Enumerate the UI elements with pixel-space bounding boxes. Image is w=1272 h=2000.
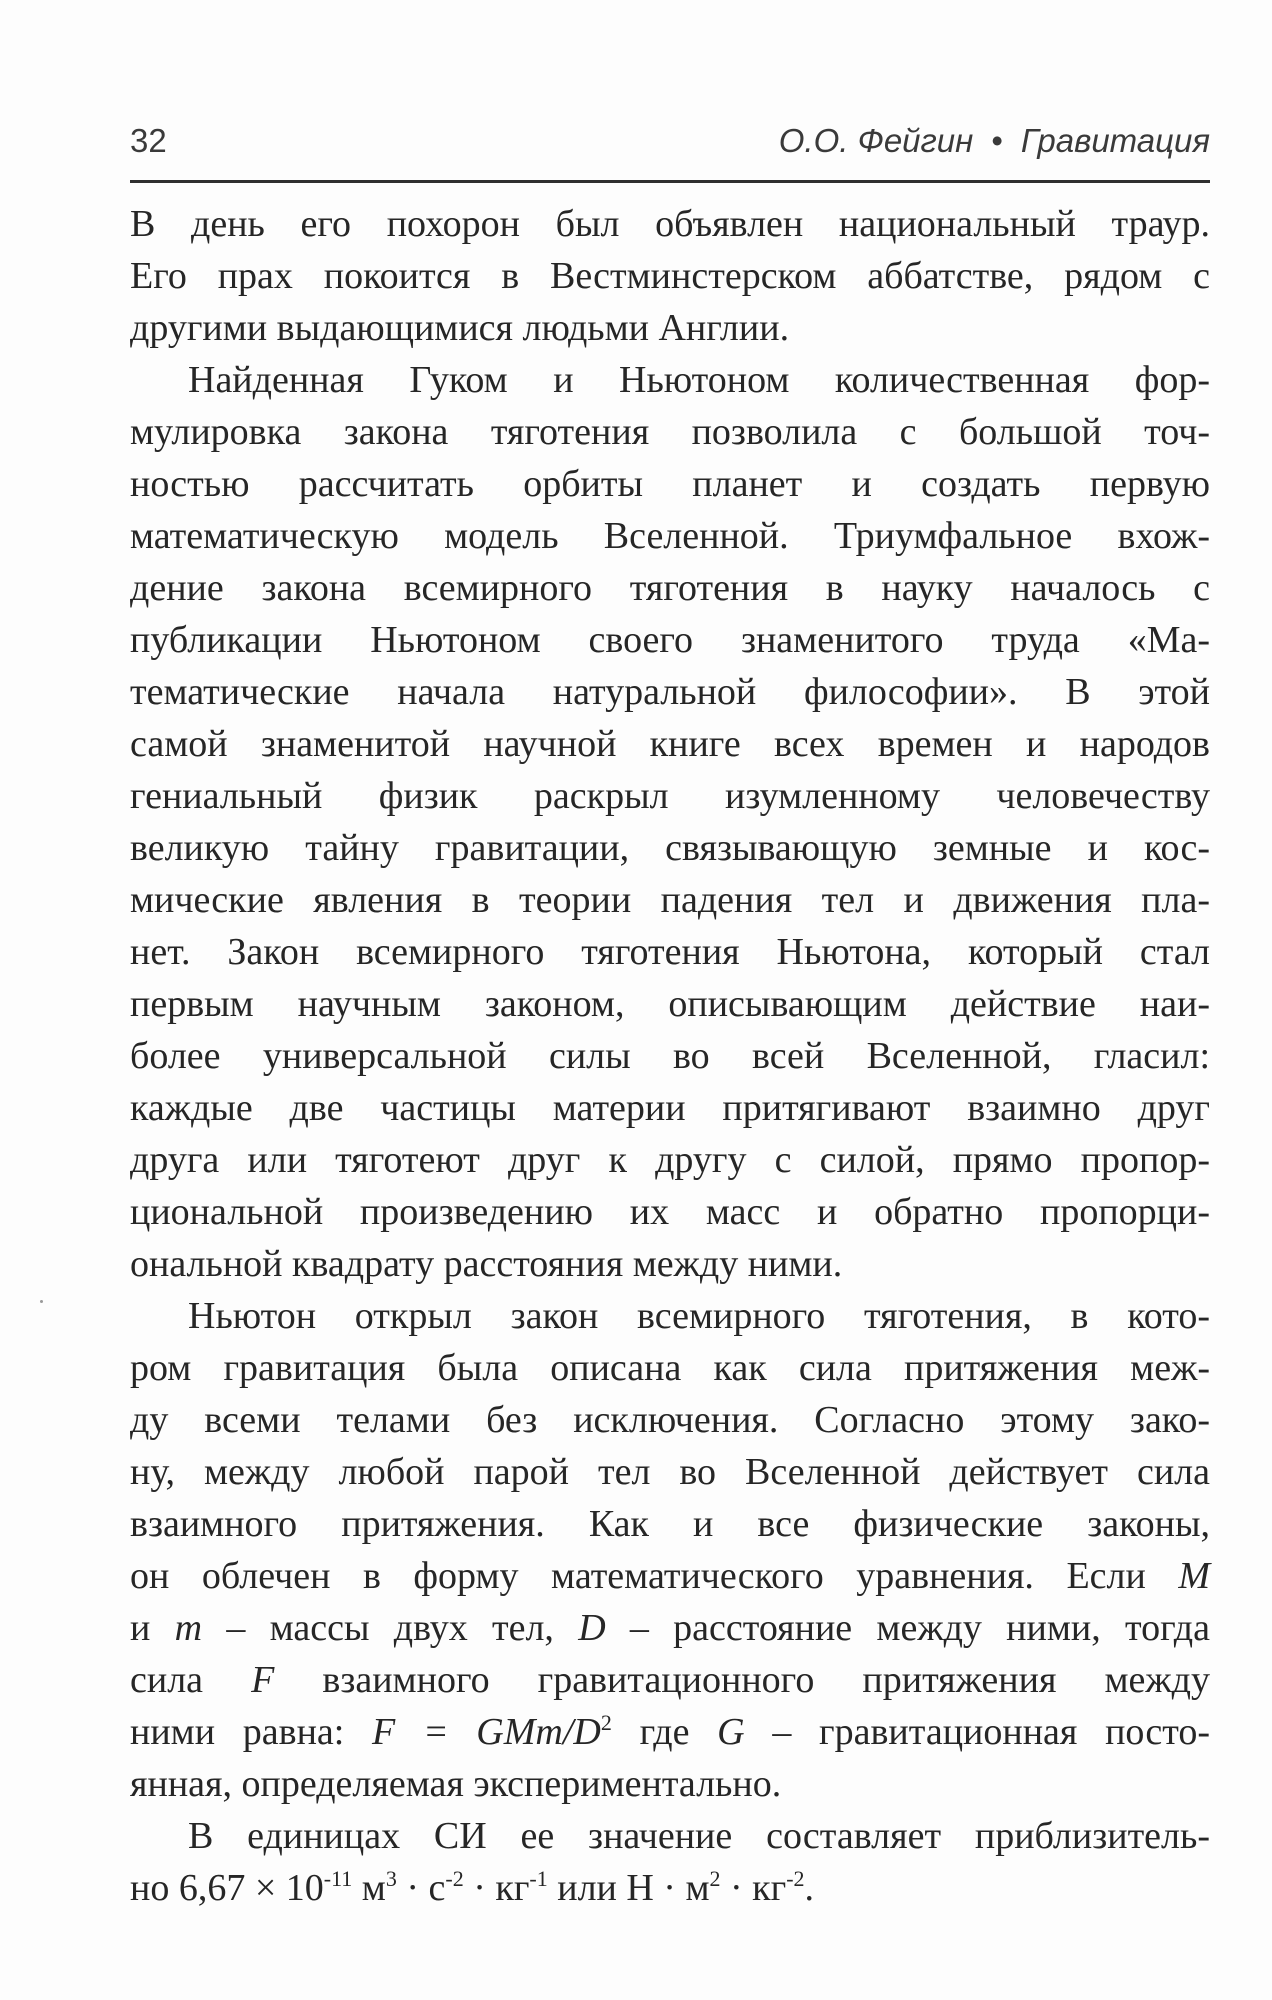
exponent: 3 — [385, 1866, 397, 1891]
text-fragment: . — [804, 1867, 815, 1909]
text-line: каждые две частицы материи притягивают взаимно друг — [130, 1087, 1210, 1129]
book-title: Гравитация — [1020, 122, 1210, 159]
text-line: мические явления в теории падения тел и движения пла- — [130, 879, 1210, 921]
text-line: мулировка закона тяготения позволила с большой точ- — [130, 411, 1210, 453]
units-line — [130, 1862, 1210, 1914]
text-line: великую тайну гравитации, связывающую земные и кос- — [130, 827, 1210, 869]
text-line: публикации Ньютоном своего знаменитого труда «Ма- — [130, 619, 1210, 661]
text-line: янная, определяемая экспериментально. — [130, 1763, 782, 1805]
formula-line — [130, 1706, 1210, 1758]
text-fragment: · кг — [463, 1867, 530, 1909]
text-fragment: но 6,67 × 10 — [130, 1867, 324, 1909]
header-bullet: • — [991, 122, 1003, 159]
paragraph-3 — [130, 1290, 1210, 1810]
body-text — [130, 198, 1210, 1914]
text-line: взаимного притяжения. Как и все физические законы, — [130, 1503, 1210, 1545]
variable-M: M — [1178, 1555, 1211, 1597]
text-line: циональной произведению их масс и обратно пропорци- — [130, 1191, 1210, 1233]
exponent: -11 — [323, 1866, 353, 1891]
text-fragment: · кг — [720, 1867, 787, 1909]
text-line: друга или тяготеют друг к другу с силой, прямо пропор- — [130, 1139, 1210, 1181]
variable-m: m — [174, 1607, 203, 1649]
text-fragment: или Н · м — [547, 1867, 710, 1909]
text-fragment: – гравитационная посто- — [744, 1711, 1211, 1753]
text-line: самой знаменитой научной книге всех времен и народов — [130, 723, 1210, 765]
text-line: более универсальной силы во всей Вселенной, гласил: — [130, 1035, 1210, 1077]
text-fragment: – массы двух тел, — [202, 1607, 579, 1649]
text-line — [130, 1602, 1210, 1654]
text-line: ональной квадрату расстояния между ними. — [130, 1243, 843, 1285]
text-fragment: сила — [130, 1659, 252, 1701]
gravity-formula: F = GMm/D — [372, 1711, 601, 1753]
text-line: дение закона всемирного тяготения в науку началось с — [130, 567, 1210, 609]
text-line: другими выдающимися людьми Англии. — [130, 307, 790, 349]
exponent: -2 — [786, 1866, 805, 1891]
variable-D: D — [578, 1607, 606, 1649]
text-line: ду всеми телами без исключения. Согласно этому зако- — [130, 1399, 1210, 1441]
author-name: О.О. Фейгин — [778, 122, 974, 159]
text-line: ром гравитация была описана как сила притяжения меж- — [130, 1347, 1210, 1389]
variable-F: F — [251, 1659, 275, 1701]
text-fragment: м — [352, 1867, 386, 1909]
text-line: математическую модель Вселенной. Триумфальное вхож- — [130, 515, 1210, 557]
text-line: Ньютон открыл закон всемирного тяготения, в кото- — [188, 1295, 1210, 1337]
text-line: Его прах покоится в Вестминстерском аббатстве, рядом с — [130, 255, 1210, 297]
exponent: 2 — [709, 1866, 721, 1891]
exponent: -2 — [445, 1866, 464, 1891]
text-line: ностью рассчитать орбиты планет и создать первую — [130, 463, 1210, 505]
paragraph-1 — [130, 198, 1210, 354]
text-fragment: он облечен в форму математического уравнения. Если — [130, 1555, 1146, 1597]
header-rule — [130, 180, 1210, 183]
text-fragment: – расстояние между ними, тогда — [605, 1607, 1210, 1649]
text-fragment: и — [130, 1607, 175, 1649]
text-line — [130, 1654, 1210, 1706]
text-fragment: ними равна: — [130, 1711, 373, 1753]
page-number: 32 — [130, 122, 167, 159]
running-header — [130, 122, 1210, 172]
running-head-title — [779, 122, 1210, 160]
text-line: тематические начала натуральной философии». В этой — [130, 671, 1210, 713]
formula-exponent: 2 — [600, 1710, 612, 1735]
text-fragment: · с — [396, 1867, 446, 1909]
paragraph-2 — [130, 354, 1210, 1290]
variable-G: G — [717, 1711, 745, 1753]
text-line — [130, 1550, 1210, 1602]
text-line: В единицах СИ ее значение составляет приблизитель- — [188, 1815, 1210, 1857]
paragraph-4 — [130, 1810, 1210, 1914]
exponent: -1 — [529, 1866, 548, 1891]
text-line: ну, между любой парой тел во Вселенной действует сила — [130, 1451, 1210, 1493]
text-line: нет. Закон всемирного тяготения Ньютона, который стал — [130, 931, 1210, 973]
scan-speck — [40, 1300, 43, 1303]
text-line: первым научным законом, описывающим действие наи- — [130, 983, 1210, 1025]
text-fragment: где — [611, 1711, 718, 1753]
text-line: Найденная Гуком и Ньютоном количественная фор- — [188, 359, 1210, 401]
text-fragment: взаимного гравитационного притяжения между — [274, 1659, 1210, 1701]
text-line: В день его похорон был объявлен национальный траур. — [130, 203, 1210, 245]
text-line: гениальный физик раскрыл изумленному человечеству — [130, 775, 1210, 817]
